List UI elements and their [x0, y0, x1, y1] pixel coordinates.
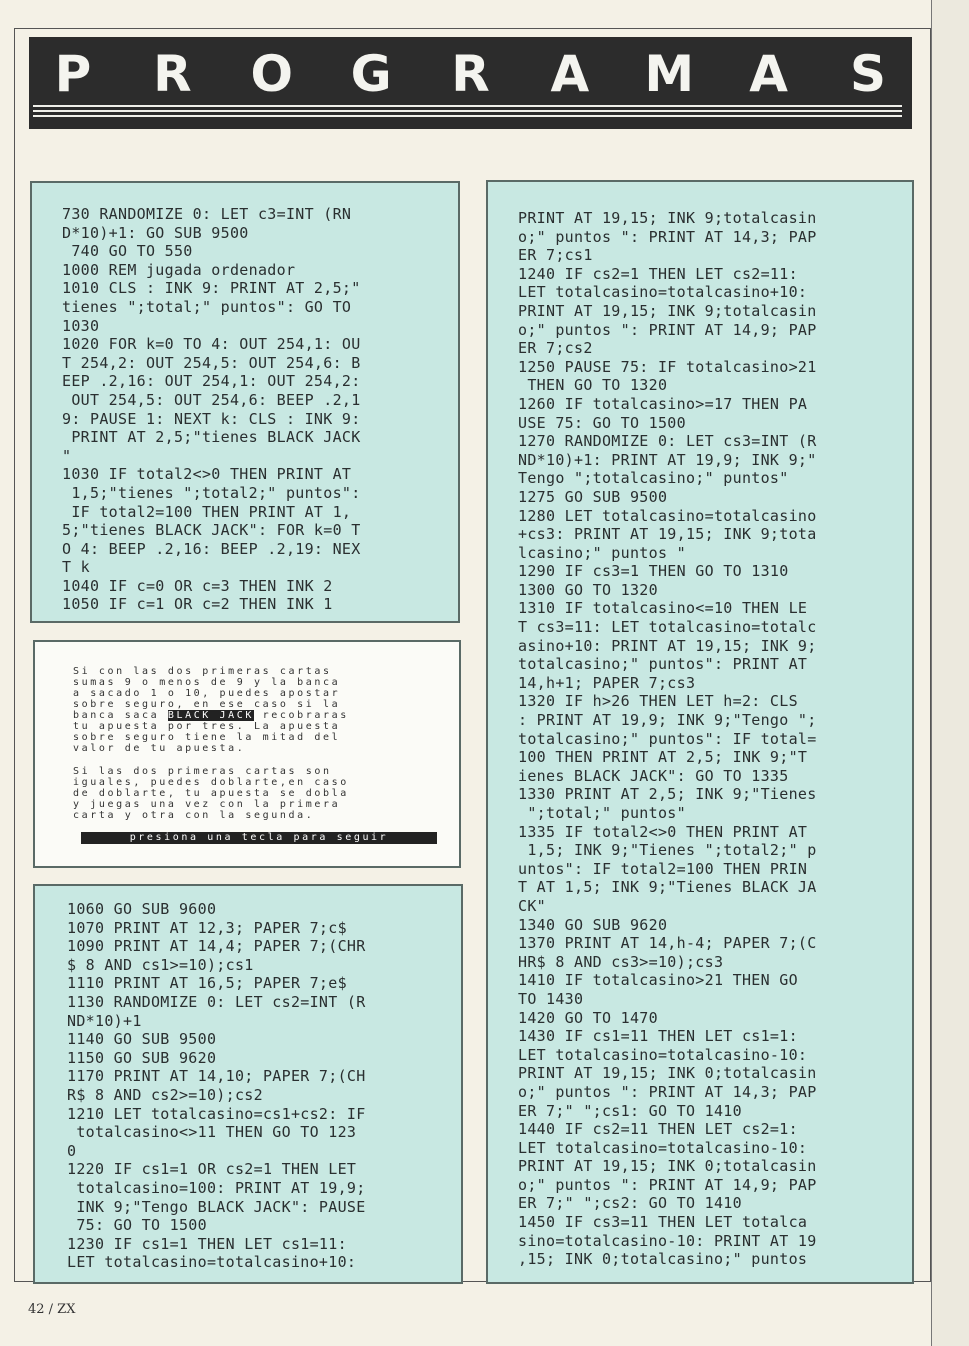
programas-header-banner — [29, 37, 912, 129]
header-letter: M — [644, 45, 695, 103]
screen-dump-box — [33, 640, 461, 868]
black-jack-highlight: BLACK JACK — [167, 710, 255, 721]
header-stripes — [33, 105, 902, 120]
page-number: 42 / ZX — [28, 1302, 76, 1317]
header-title — [41, 45, 900, 103]
continue-prompt: presiona una tecla para seguir — [81, 832, 437, 844]
listing-box-1 — [30, 181, 460, 623]
rules-paragraph-1: Si con las dos primeras cartas sumas 9 o menos de 9 y la banca a sacado 1 o 10, puedes apostar sobre seguro, en ese caso si la banca saca BLACK JACK recobraras tu apuesta por tres. La apuesta sobre seguro tiene la mitad del valor de tu apuesta. — [73, 666, 349, 754]
listing-box-3 — [486, 180, 914, 1284]
next-page-edge — [931, 0, 969, 1346]
rules-paragraph-2: Si las dos primeras cartas son iguales, puedes doblarte,en caso de doblarte, tu apuesta se dobla y juegas una vez con la primera carta y otra con la segunda. — [73, 766, 349, 821]
basic-listing-3: PRINT AT 19,15; INK 9;totalcasin o;" puntos ": PRINT AT 14,3; PAP ER 7;cs1 1240 IF cs2=1 THEN LET cs2=11: LET totalcasino=totalcasino+10: PRINT AT 19,15; INK 9;totalcasin o;" puntos ": PRINT AT 14,9; PAP ER 7;cs2 1250 PAUSE 75: IF totalcasino>21 THEN GO TO 1320 1260 IF totalcasino>=17 THEN PA USE 75: GO TO 1500 1270 RANDOMIZE 0: LET cs3=INT (R ND*10)+1: PRINT AT 19,9; INK 9;" Tengo ";totalcasino;" puntos" 1275 GO SUB 9500 1280 LET totalcasino=totalcasino +cs3: PRINT AT 19,15; INK 9;tota lcasino;" puntos " 1290 IF cs3=1 THEN GO TO 1310 1300 GO TO 1320 1310 IF totalcasino<=10 THEN LE T cs3=11: LET totalcasino=totalc asino+10: PRINT AT 19,15; INK 9; totalcasino;" puntos": PRINT AT 14,h+1; PAPER 7;cs3 1320 IF h>26 THEN LET h=2: CLS : PRINT AT 19,9; INK 9;"Tengo "; totalcasino;" puntos": IF total= 100 THEN PRINT AT 2,5; INK 9;"T ienes BLACK JACK": GO TO 1335 1330 PRINT AT 2,5; INK 9;"Tienes ";total;" puntos" 1335 IF total2<>0 THEN PRINT AT 1,5; INK 9;"Tienes ";total2;" p untos": IF total2=100 THEN PRIN T AT 1,5; INK 9;"Tienes BLACK JA CK" 1340 GO SUB 9620 1370 PRINT AT 14,h-4; PAPER 7;(C HR$ 8 AND cs3>=10);cs3 1410 IF totalcasino>21 THEN GO TO 1430 1420 GO TO 1470 1430 IF cs1=11 THEN LET cs1=1: LET totalcasino=totalcasino-10: PRINT AT 19,15; INK 0;totalcasin o;" puntos ": PRINT AT 14,3; PAP ER 7;" ";cs1: GO TO 1410 1440 IF cs2=11 THEN LET cs2=1: LET totalcasino=totalcasino-10: PRINT AT 19,15; INK 0;totalcasin o;" puntos ": PRINT AT 14,9; PAP ER 7;" ";cs2: GO TO 1410 1450 IF cs3=11 THEN LET totalca sino=totalcasino-10: PRINT AT 19 ,15; INK 0;totalcasino;" puntos — [518, 209, 817, 1269]
header-letter: R — [451, 45, 490, 103]
header-letter: S — [849, 45, 886, 103]
header-letter: G — [350, 45, 392, 103]
header-letter: R — [153, 45, 192, 103]
header-letter: A — [550, 45, 590, 103]
basic-listing-2: 1060 GO SUB 9600 1070 PRINT AT 12,3; PAPER 7;c$ 1090 PRINT AT 14,4; PAPER 7;(CHR $ 8 AND cs1>=10);cs1 1110 PRINT AT 16,5; PAPER 7;e$ 1130 RANDOMIZE 0: LET cs2=INT (R ND*10)+1 1140 GO SUB 9500 1150 GO SUB 9620 1170 PRINT AT 14,10; PAPER 7;(CH R$ 8 AND cs2>=10);cs2 1210 LET totalcasino=cs1+cs2: IF totalcasino<>11 THEN GO TO 123 0 1220 IF cs1=1 OR cs2=1 THEN LET totalcasino=100: PRINT AT 19,9; INK 9;"Tengo BLACK JACK": PAUSE 75: GO TO 1500 1230 IF cs1=1 THEN LET cs1=11: LET totalcasino=totalcasino+10: — [67, 900, 366, 1272]
header-letter: O — [250, 45, 293, 103]
basic-listing-1: 730 RANDOMIZE 0: LET c3=INT (RN D*10)+1: GO SUB 9500 740 GO TO 550 1000 REM jugada ordenador 1010 CLS : INK 9: PRINT AT 2,5;" tienes ";total;" puntos": GO TO 1030 1020 FOR k=0 TO 4: OUT 254,1: OU T 254,2: OUT 254,5: OUT 254,6: B EEP .2,16: OUT 254,1: OUT 254,2: OUT 254,5: OUT 254,6: BEEP .2,1 9: PAUSE 1: NEXT k: CLS : INK 9: PRINT AT 2,5;"tienes BLACK JACK " 1030 IF total2<>0 THEN PRINT AT 1,5;"tienes ";total2;" puntos": IF total2=100 THEN PRINT AT 1, 5;"tienes BLACK JACK": FOR k=0 T O 4: BEEP .2,16: BEEP .2,19: NEX T k 1040 IF c=0 OR c=3 THEN INK 2 1050 IF c=1 OR c=2 THEN INK 1 — [62, 205, 361, 614]
header-letter: A — [749, 45, 788, 103]
listing-box-2 — [33, 884, 463, 1284]
header-letter: P — [54, 45, 92, 103]
